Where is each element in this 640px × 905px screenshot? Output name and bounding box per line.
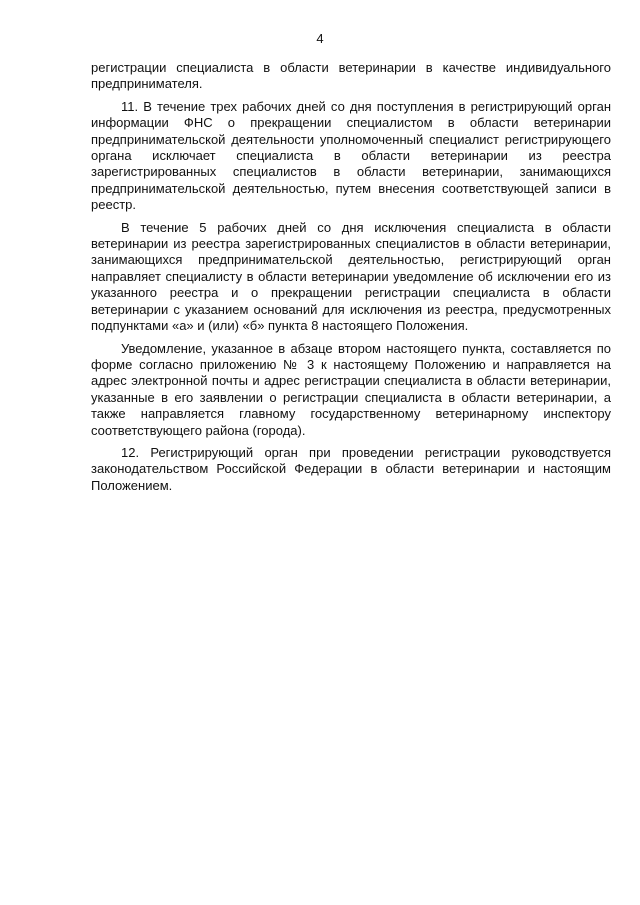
page-number: 4: [316, 31, 324, 46]
document-body: [91, 60, 611, 500]
paragraph-notification-form: Уведомление, указанное в абзаце втором настоящего пункта, составляется по форме согласно приложению № 3 к настоящему Положению и направляется на адрес электронной почты и адрес регистрации специалиста в области ветеринарии, указанные в его заявлении о регистрации специалиста в области ветеринарии, а также направляется главному государственному ветеринарному инспектору соответствующего района (города).: [91, 340, 611, 438]
paragraph-continuation: регистрации специалиста в области ветеринарии в качестве индивидуального предпринимателя.: [91, 60, 611, 92]
paragraph-clause-11: 11. В течение трех рабочих дней со дня поступления в регистрирующий орган информации ФНС о прекращении специалистом в области ветеринарии предпринимательской деятельности уполномоченный специалист регистрирующего органа исключает специалиста в области ветеринарии из реестра зарегистрированных специалистов в области ветеринарии, занимающихся предпринимательской деятельностью, путем внесения соответствующей записи в реестр.: [91, 98, 611, 213]
paragraph-clause-12: 12. Регистрирующий орган при проведении регистрации руководствуется законодательством Российской Федерации в области ветеринарии и настоящим Положением.: [91, 444, 611, 493]
paragraph-exclusion-notice: В течение 5 рабочих дней со дня исключения специалиста в области ветеринарии из реестра зарегистрированных специалистов в области ветеринарии, занимающихся предпринимательской деятельностью, регистрирующий орган направляет специалисту в области ветеринарии уведомление об исключении его из указанного реестра и о прекращении регистрации специалиста в области ветеринарии с указанием оснований для исключения из реестра, предусмотренных подпунктами «а» и (или) «б» пункта 8 настоящего Положения.: [91, 219, 611, 334]
